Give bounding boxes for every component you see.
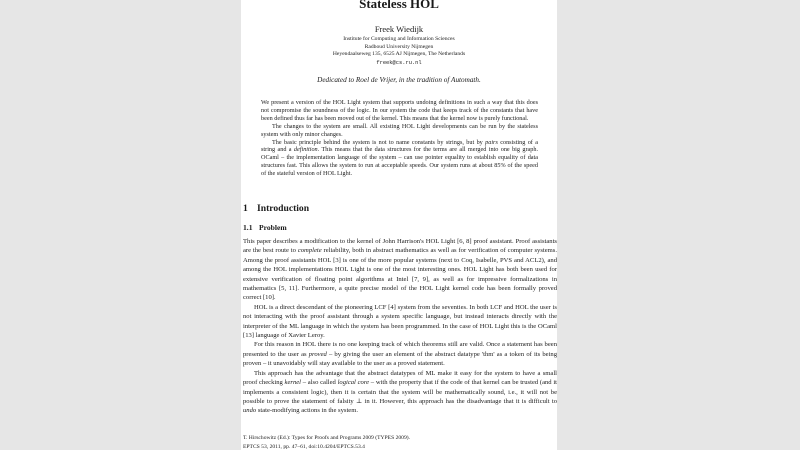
body-paragraph: This paper describes a modification to the kernel of John Harrison's HOL Light [6, 8] proof assistant. Proof assistants are the best route to complete reliability, both in abstract mathematics as well as for verification of computer systems. Among the proof assistants HOL [3] is one of the more popular systems (next to Coq, Isabelle, PVS and ACL2), and among the HOL implementations HOL Light is one of the most interesting ones. HOL Light has both been used for extensive verification of floating point algorithms at Intel [7, 9], as well as for impressive formalizations in mathematics [5, 11]. Furthermore, a quite precise model of the HOL Light kernel code has been formally proved correct [10]. <box>243 238 557 302</box>
dedication: Dedicated to Roel de Vrijer, in the tradition of Automath. <box>317 76 481 84</box>
section-heading: 1 Introduction <box>243 203 310 214</box>
abstract-paragraph: The basic principle behind the system is not to name constants by strings, but by pairs consisting of a string and a definition. This means that the data structures for the terms are all merged into one big graph. OCaml – the implementation language of the system – can use pointer equality to establish equality of data structures fast. This allows the system to run at acceptable speeds. Our system runs at about 85% of the speed of the stateful version of HOL Light. <box>261 138 538 178</box>
author-email: freek@cs.ru.nl <box>376 60 422 66</box>
paper-title: Stateless HOL <box>359 0 439 11</box>
body-paragraph: HOL is a direct descendant of the pioneering LCF [4] system from the seventies. In both LCF and HOL the user is not interacting with the proof assistant through a system specific language, but instead interacts directly with the interpreter of the ML language in which the system has been programmed. In the case of HOL Light this is the OCaml [13] language of Xavier Leroy. <box>243 303 557 340</box>
author-name: Freek Wiedijk <box>374 24 424 34</box>
body-paragraph: This approach has the advantage that the abstract datatypes of ML make it easy for the system to have a small proof checking kernel – also called logical core – with the property that if the code of that kernel can be trusted (and it implements a consistent logic), then it is certain that the system will be mathematically sound, i.e., it will not be possible to prove the statement of falsity ⊥ in it. However, this approach has the disadvantage that it is difficult to undo state-modifying actions in the system. <box>243 369 557 415</box>
affiliation-line: Radboud University Nijmegen <box>364 43 434 50</box>
body-text <box>243 237 557 416</box>
abstract <box>261 99 538 178</box>
affiliation-line: Heyendaalseweg 135, 6525 AJ Nijmegen, The Netherlands <box>332 51 466 58</box>
publication-footer <box>243 434 410 450</box>
footer-line: T. Hirschowitz (Ed.): Types for Proofs and Programs 2009 (TYPES 2009). <box>243 435 411 441</box>
affiliation <box>241 36 557 59</box>
paper-page <box>241 0 557 450</box>
subsection-heading: 1.1 Problem <box>243 223 287 232</box>
abstract-paragraph: The changes to the system are small. All existing HOL Light developments can be run by the stateless system with only minor changes. <box>261 122 538 138</box>
affiliation-line: Institute for Computing and Information Sciences <box>343 36 455 42</box>
footer-line: EPTCS 53, 2011, pp. 47–61, doi:10.4204/EPTCS.53.4 <box>243 443 365 450</box>
body-paragraph: For this reason in HOL there is no one keeping track of which theorems still are valid. Once a statement has been presented to the user as proved – by giving the user an element of the abstract datatype 'thm' as a token of its being proven – it unavoidably will stay available to the user as a proved statement. <box>243 341 557 368</box>
abstract-paragraph: We present a version of the HOL Light system that supports undoing definitions in such a way that this does not compromise the soundness of the logic. In our system the code that keeps track of the constants that have been defined thus far has been moved out of the kernel. This means that the kernel now is purely functional. <box>261 99 538 122</box>
